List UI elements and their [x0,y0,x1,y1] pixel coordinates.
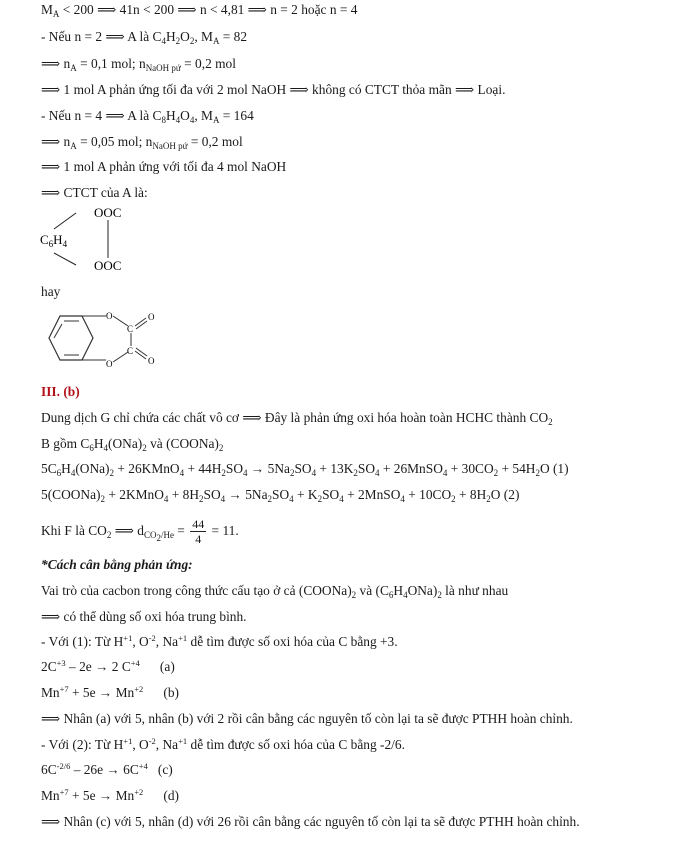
carbonyl-carbon-top: C [127,324,134,334]
section-heading: III. (b) [41,384,80,399]
carbonyl-oxygen-bottom: O [148,356,155,366]
fraction [190,517,206,546]
line-7: ⟹ 1 mol A phản ứng với tối đa 4 mol NaOH [41,159,287,174]
line-5: - Nếu n = 4 ⟹ A là $C_8H_4O_4$, $M_A = 164$ [41,108,254,125]
line-16: - Với (2): Từ $H^{+1}$, $O^{-2}$, $Na^{+1}$ dễ tìm được số oxi hóa của C bằng -2/6. [41,736,405,752]
line-8: ⟹ CTCT của A là: [41,185,148,200]
ring-oxygen-bottom: O [106,359,113,369]
group-c6h4: $C_6H_4$ [40,232,68,249]
line-4: ⟹ 1 mol A phản ứng tối đa với 2 mol NaOH ⟹ không có CTCT thỏa mãn ⟹ Loại. [41,82,506,97]
equation-2: $5(COONa)_2$ + 2KMnO$_4$ + $8H_2SO_4 \to 5Na_2SO_4 + K_2SO_4$ + 2MnSO$_4$ + $10CO_2 + 8H_2O$ (2) [41,487,520,504]
line-6: ⟹ $n_A = 0,05$ mol; $n_{NaOH pứ} = 0,2$ mol [41,134,243,151]
ring-oxygen-top: O [106,311,113,321]
line-11: Khi F là $CO_2$ ⟹ $d_{CO_2/He}$ = $\frac{44}{4}$ = 11. [41,517,239,547]
line-13: ⟹ có thể dùng số oxi hóa trung bình. [41,609,247,624]
equation-1: $5C_6H_4(ONa)_2$ + 26KMnO$_4$ + $44H_2SO_4 \to 5Na_2SO_4 + 13K_2SO_4$ + 26MnSO$_4$ + $30CO_2 + 54H_2O$ (1) [41,461,569,478]
line-10: B gồm $C_6H_4(ONa)_2$ và $(COONa)_2$ [41,436,224,453]
line-3: ⟹ $n_A = 0,1$ mol; $n_{NaOH pứ} = 0,2$ mol [41,56,236,73]
structure-formula-2 [40,304,170,376]
half-reaction-d: $Mn^{+7} + 5e \to Mn^{+2}$ (d) [41,787,179,803]
hay-label: hay [41,284,61,299]
line-14: - Với (1): Từ $H^{+1}$, $O^{-2}$, $Na^{+1}$ dễ tìm được số oxi hóa của C bằng +3. [41,633,398,649]
fraction-numerator: 44 [192,517,205,532]
line-1: $M_A < 200$ ⟹ 41n < 200 ⟹ n < 4,81 ⟹ n = 2 hoặc n = 4 [41,2,358,19]
half-reaction-b: $Mn^{+7} + 5e \to Mn^{+2}$ (b) [41,684,179,700]
balancing-heading: *Cách cân bằng phản ứng: [41,557,193,572]
half-reaction-c: $6C^{-2/6} - 26e \to 6C^{+4}$ (c) [41,761,173,777]
fraction-denominator: 4 [195,532,202,547]
carbonyl-carbon-bottom: C [127,346,134,356]
line-9: Dung dịch G chỉ chứa các chất vô cơ ⟹ Đây là phản ứng oxi hóa hoàn toàn HCHC thành $CO_2$ [41,410,553,427]
line-12: Vai trò của cacbon trong công thức cấu tạo ở cả $(COONa)_2$ và $(C_6H_4ONa)_2$ là như nhau [41,583,509,600]
carbonyl-oxygen-top: O [148,312,155,322]
line-2: - Nếu n = 2 ⟹ A là $C_4H_2O_2$, $M_A = 82$ [41,29,248,46]
half-reaction-a: $2C^{+3} - 2e \to 2$ $C^{+4}$ (a) [41,658,175,674]
structure-formula-1 [36,203,126,275]
group-ooc-bottom: OOC [94,258,122,273]
line-17: ⟹ Nhân (c) với 5, nhân (d) với 26 rồi cân bằng các nguyên tố còn lại ta sẽ được PTHH hoàn chỉnh. [41,814,580,829]
group-ooc-top: OOC [94,205,122,220]
line-15: ⟹ Nhân (a) với 5, nhân (b) với 2 rồi cân bằng các nguyên tố còn lại ta sẽ được PTHH hoàn chỉnh. [41,711,573,726]
